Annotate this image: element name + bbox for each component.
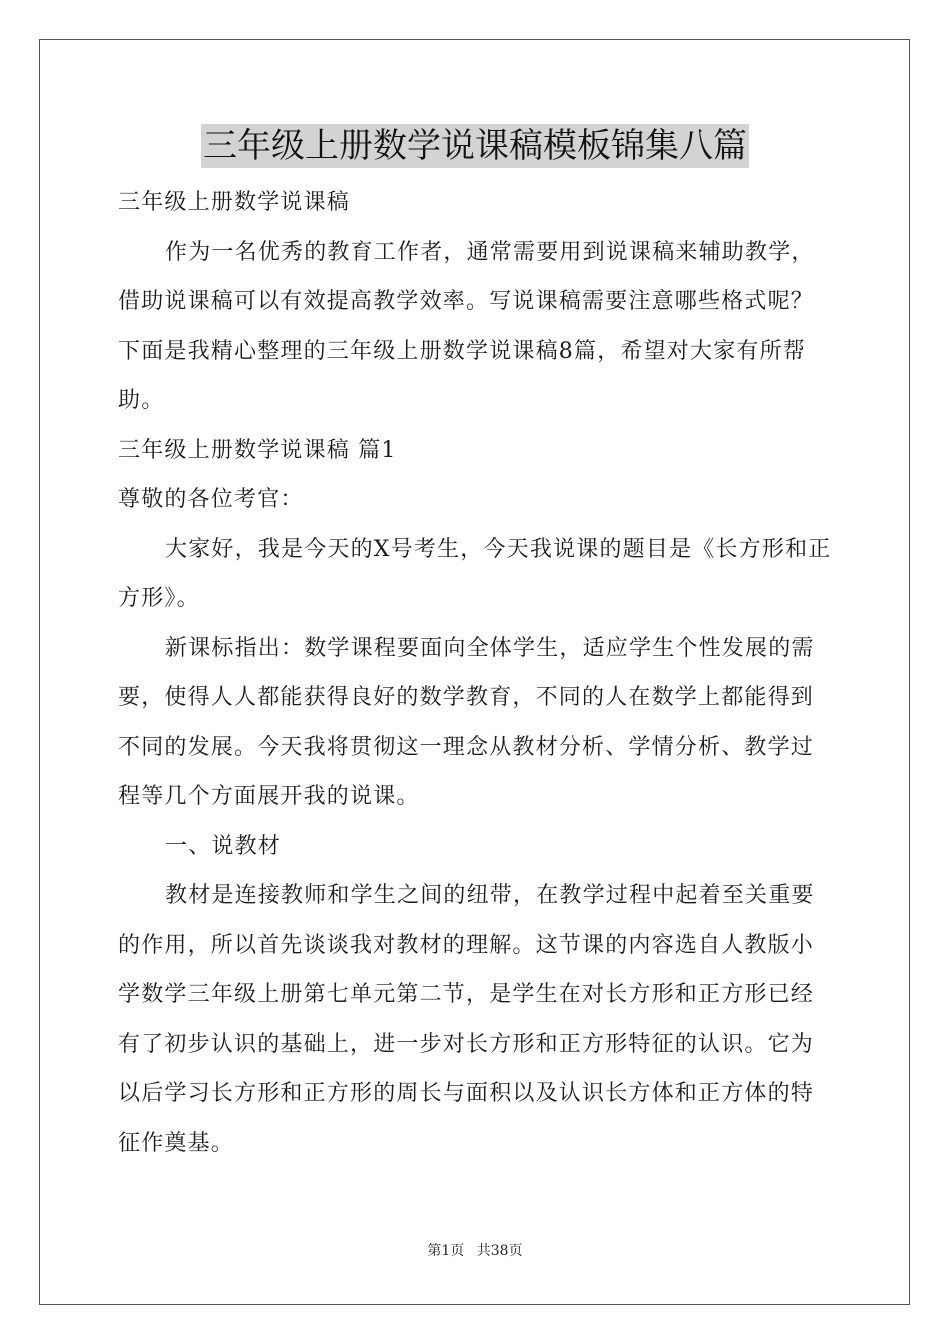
title-container xyxy=(0,124,950,168)
document-body xyxy=(118,178,832,1168)
document-title: 三年级上册数学说课稿模板锦集八篇 xyxy=(203,126,747,166)
body-paragraph: 大家好，我是今天的X号考生，今天我说课的题目是《长方形和正方形》。 xyxy=(118,536,832,611)
page-footer xyxy=(0,1240,950,1260)
subsection-heading: 一、说教材 xyxy=(165,833,282,859)
section-heading: 三年级上册数学说课稿 篇1 xyxy=(118,437,397,463)
intro-paragraph: 作为一名优秀的教育工作者，通常需要用到说课稿来辅助教学，借助说课稿可以有效提高教学效率。写说课稿需要注意哪些格式呢？下面是我精心整理的三年级上册数学说课稿8篇，希望对大家有所帮助。 xyxy=(118,239,815,413)
page-number: 第1页 xyxy=(427,1243,465,1259)
salutation: 尊敬的各位考官： xyxy=(118,487,304,512)
body-paragraph: 新课标指出：数学课程要面向全体学生，适应学生个性发展的需要，使得人人都能获得良好的数学教育，不同的人在数学上都能得到不同的发展。今天我将贯彻这一理念从教材分析、学情分析、教学过程等几个方面展开我的说课。 xyxy=(118,635,815,809)
page-total: 共38页 xyxy=(476,1243,523,1259)
section-heading: 三年级上册数学说课稿 xyxy=(118,190,351,215)
body-paragraph: 教材是连接教师和学生之间的纽带，在教学过程中起着至关重要的作用，所以首先谈谈我对教材的理解。这节课的内容选自人教版小学数学三年级上册第七单元第二节，是学生在对长方形和正方形已经有了初步认识的基础上，进一步对长方形和正方形特征的认识。它为以后学习长方形和正方形的周长与面积以及认识长方体和正方体的特征作奠基。 xyxy=(118,883,815,1156)
